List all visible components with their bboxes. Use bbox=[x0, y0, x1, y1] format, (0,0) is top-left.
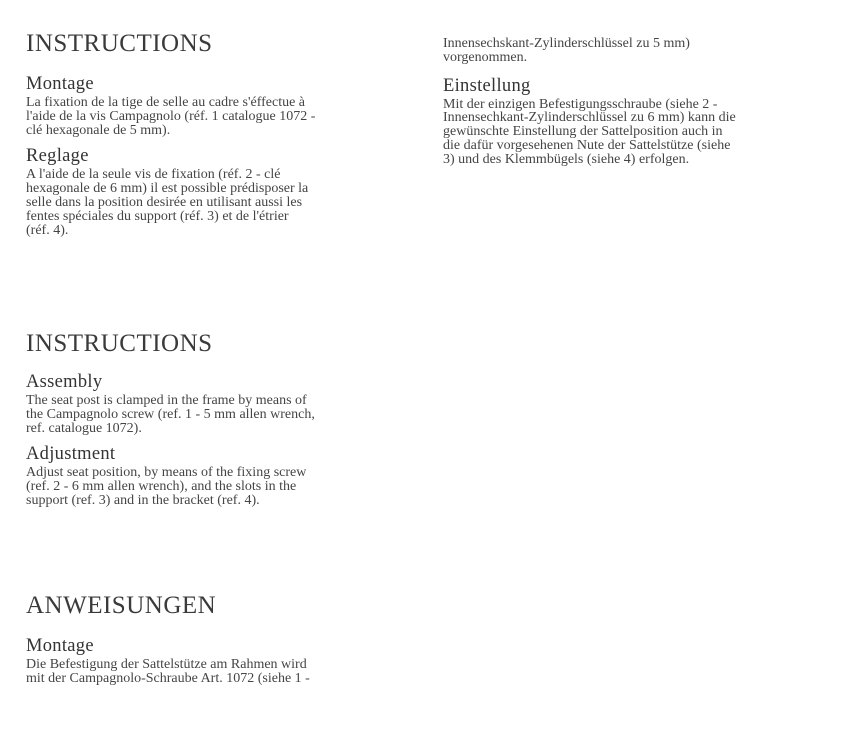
french-paragraph-reglage: A l'aide de la seule vis de fixation (réf. 2 - clé hexagonale de 6 mm) il est possible prédisposer la selle dans la position desirée en utilisant aussi les fentes spéciales du support (réf. 3) et de l'étrier (réf. 4). bbox=[26, 167, 309, 238]
french-title: INSTRUCTIONS bbox=[26, 30, 213, 57]
english-heading-adjustment: Adjustment bbox=[26, 444, 116, 465]
german-paragraph-montage: Die Befestigung der Sattelstütze am Rahmen wird mit der Campagnolo-Schraube Art. 1072 (siehe 1 - bbox=[26, 657, 310, 686]
german-paragraph-einstellung: Mit der einzigen Befestigungsschraube (siehe 2 - Innensechkant-Zylinderschlüssel zu 6 mm) kann die gewünschte Einstellung der Sattelposition auch in die dafür vorgesehenen Nute der Sattelstütze (siehe 3) und des Klemmbügels (siehe 4) erfolgen. bbox=[443, 96, 736, 167]
english-paragraph-assembly: The seat post is clamped in the frame by means of the Campagnolo screw (ref. 1 - 5 mm allen wrench, ref. catalogue 1072). bbox=[26, 393, 315, 436]
french-paragraph-montage: La fixation de la tige de selle au cadre s'éffectue à l'aide de la vis Campagnolo (réf. 1 catalogue 1072 - clé hexagonale de 5 mm). bbox=[26, 95, 316, 138]
german-section bbox=[26, 592, 426, 686]
english-heading-assembly: Assembly bbox=[26, 372, 103, 392]
german-title: ANWEISUNGEN bbox=[26, 592, 217, 619]
german-paragraph-montage-continued: Innensechskant-Zylinderschlüssel zu 5 mm) vorgenommen. bbox=[443, 36, 690, 65]
french-section bbox=[26, 30, 426, 237]
german-continuation bbox=[443, 37, 843, 167]
french-heading-reglage: Reglage bbox=[26, 146, 89, 167]
english-title: INSTRUCTIONS bbox=[26, 330, 213, 357]
german-heading-einstellung: Einstellung bbox=[443, 75, 531, 96]
french-heading-montage: Montage bbox=[26, 74, 94, 94]
english-section bbox=[26, 330, 426, 508]
english-paragraph-adjustment: Adjust seat position, by means of the fixing screw (ref. 2 - 6 mm allen wrench), and the slots in the support (ref. 3) and in the bracket (ref. 4). bbox=[26, 465, 307, 508]
german-heading-montage: Montage bbox=[26, 636, 94, 656]
